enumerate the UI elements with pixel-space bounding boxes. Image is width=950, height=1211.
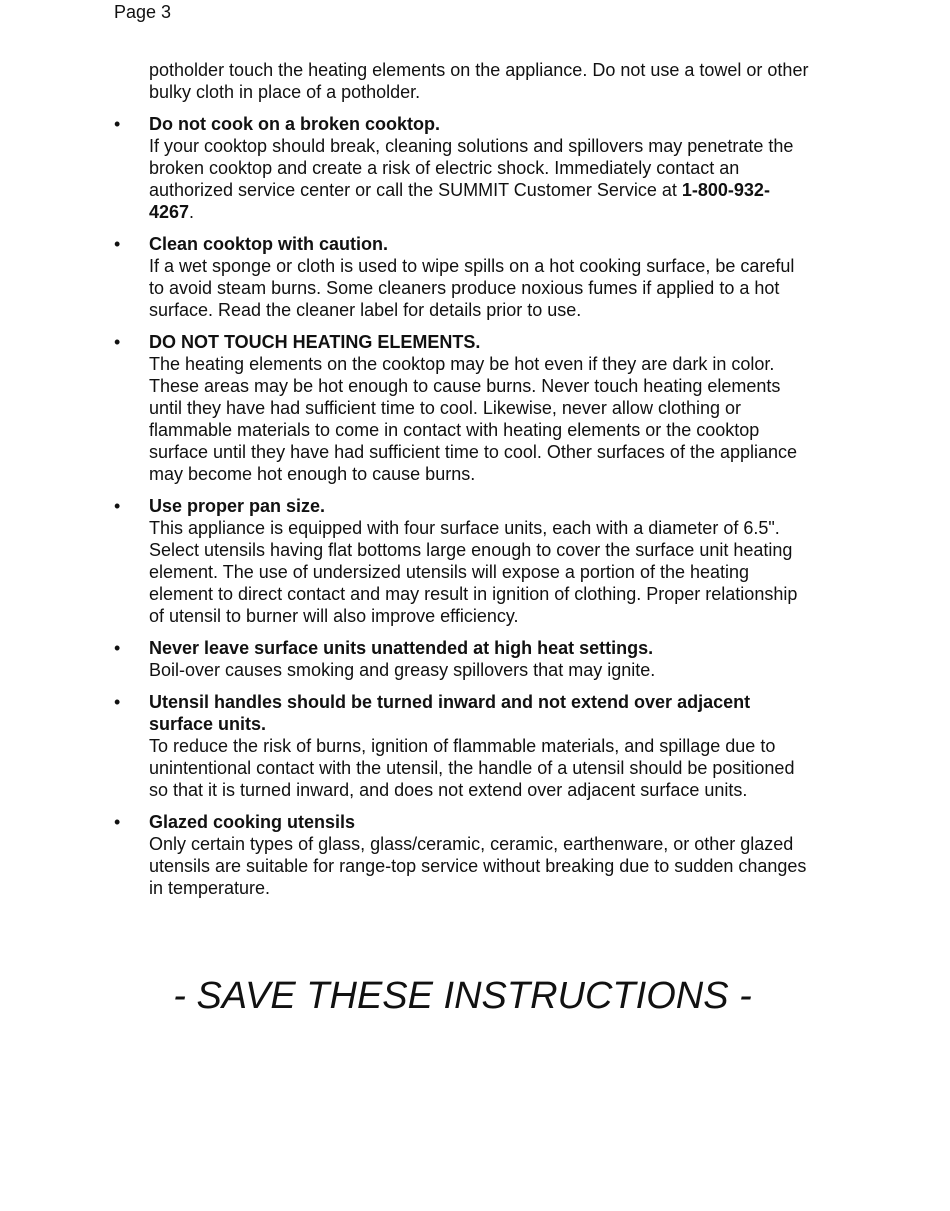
bullet-icon: • <box>114 812 121 832</box>
bullet-icon: • <box>114 234 121 254</box>
item-body-end: . <box>189 202 195 222</box>
save-instructions-banner: - SAVE THESE INSTRUCTIONS - <box>173 975 752 1017</box>
item-body: Only certain types of glass, glass/ceramic, ceramic, earthenware, or other glazed utensils are suitable for range-top service without breaking due to sudden changes in temperature. <box>149 834 807 898</box>
list-item-broken-cooktop <box>114 113 814 223</box>
item-body: The heating elements on the cooktop may be hot even if they are dark in color. These areas may be hot enough to cause burns. Never touch heating elements until they have had sufficient time to cool. Likewise, never allow clothing or flammable materials to come in contact with heating elements or the cooktop surface until they have had sufficient time to cool. Other surfaces of the appliance may become hot enough to cause burns. <box>149 354 798 484</box>
item-heading: Glazed cooking utensils <box>149 812 356 832</box>
item-heading: Do not cook on a broken cooktop. <box>149 114 441 134</box>
list-item-glazed-utensils <box>114 811 814 899</box>
list-item-utensil-handles <box>114 691 814 801</box>
item-body: This appliance is equipped with four surface units, each with a diameter of 6.5". Select utensils having flat bottoms large enough to cover the surface unit heating element. The use of undersized utensils will expose a portion of the heating element to direct contact and may result in ignition of clothing. Proper relationship of utensil to burner will also improve efficiency. <box>149 518 798 626</box>
bullet-icon: • <box>114 114 121 134</box>
list-item-clean-cooktop <box>114 233 814 321</box>
item-body: Boil-over causes smoking and greasy spillovers that may ignite. <box>149 660 656 680</box>
safety-instructions <box>114 59 814 899</box>
list-item-pan-size <box>114 495 814 627</box>
item-body-text: If your cooktop should break, cleaning solutions and spillovers may penetrate the broken cooktop and create a risk of electric shock. Immediately contact an authorized service center or call the SUMMIT Customer Service at <box>149 136 794 200</box>
bullet-icon: • <box>114 638 121 658</box>
item-heading: Use proper pan size. <box>149 496 326 516</box>
bullet-icon: • <box>114 496 121 516</box>
page-number: Page 3 <box>114 2 172 22</box>
item-heading: Clean cooktop with caution. <box>149 234 389 254</box>
item-body: If a wet sponge or cloth is used to wipe spills on a hot cooking surface, be careful to avoid steam burns. Some cleaners produce noxious fumes if applied to a hot surface. Read the cleaner label for details prior to use. <box>149 256 795 320</box>
item-body <box>149 135 814 223</box>
intro-paragraph: potholder touch the heating elements on the appliance. Do not use a towel or other bulky cloth in place of a potholder. <box>149 60 809 102</box>
list-item-heating-elements <box>114 331 814 485</box>
item-heading: Utensil handles should be turned inward and not extend over adjacent surface units. <box>149 692 751 734</box>
item-heading: Never leave surface units unattended at high heat settings. <box>149 638 654 658</box>
item-heading: DO NOT TOUCH HEATING ELEMENTS. <box>149 332 481 352</box>
item-body: To reduce the risk of burns, ignition of flammable materials, and spillage due to unintentional contact with the utensil, the handle of a utensil should be positioned so that it is turned inward, and does not extend over adjacent surface units. <box>149 736 795 800</box>
customer-service-phone: 1-800-932-4267 <box>149 180 770 222</box>
bullet-icon: • <box>114 692 121 712</box>
bullet-icon: • <box>114 332 121 352</box>
list-item-unattended <box>114 637 814 681</box>
